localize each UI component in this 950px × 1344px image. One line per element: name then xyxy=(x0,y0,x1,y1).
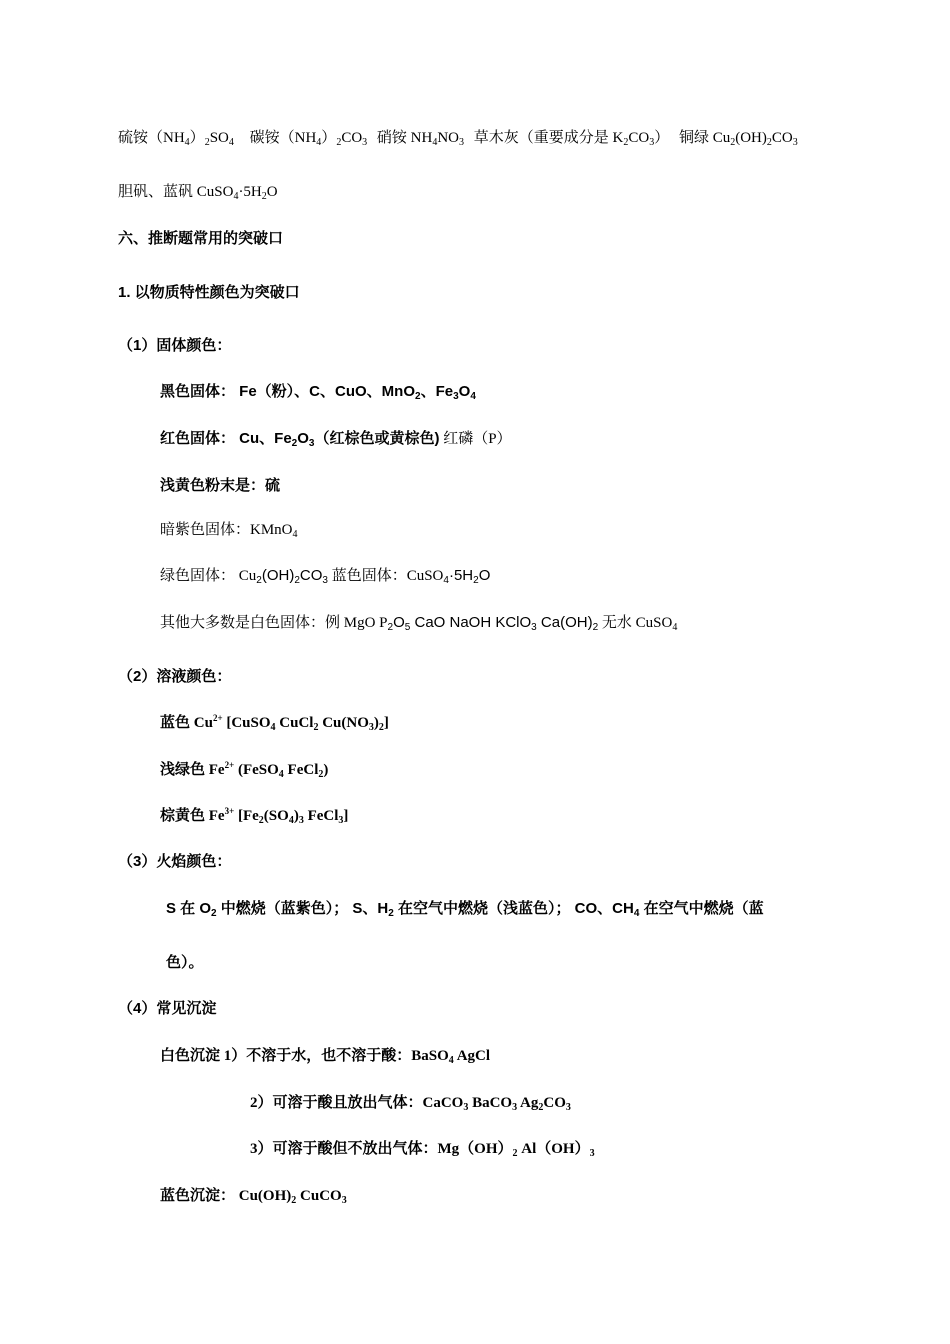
subsection-heading: 1. 以物质特性颜色为突破口 xyxy=(118,284,300,301)
fertilizer-line: 硫铵$(NH_4)_2SO_4$ 碳铵$(NH_4)_2CO_3$ 硝铵 $NH_4NO_3$ 草木灰（重要成分是 $K_2CO_3$） 铜绿 $Cu_2(OH)_2CO_3$ xyxy=(118,130,798,148)
precipitate-heading: （4）常见沉淀 xyxy=(118,1000,217,1017)
flame-line-2: 色）。 xyxy=(166,954,204,971)
section-heading: 六、推断题常用的突破口 xyxy=(118,230,284,247)
blue-precipitate-line: 蓝色沉淀： $Cu(OH)_2$ CuCO$_3$ xyxy=(160,1188,347,1206)
flame-line-1: S 在 $O_2$ 中燃烧（蓝紫色）； S、$H_2$ 在空气中燃烧（浅蓝色）； CO、$CH_4$ 在空气中燃烧（蓝 xyxy=(166,900,764,919)
purple-solid-line: 暗紫色固体：KMnO$_4$ xyxy=(160,522,298,540)
green-solid-line: 绿色固体： $Cu_2(OH)_2CO_3$ 蓝色固体：$CuSO_4\cdot 5H_2O$ xyxy=(160,567,491,586)
vitriol-line: 胆矾、蓝矾 $CuSO_4\cdot 5H_2O$ xyxy=(118,184,278,202)
brown-solution-line: 棕黄色 $Fe^{3+}$ [$Fe_2(SO_4)_3$ FeCl$_3$] xyxy=(160,806,349,826)
flame-color-heading: （3）火焰颜色： xyxy=(118,853,232,870)
white-precipitate-line-1: 白色沉淀 1）不溶于水，也不溶于酸：BaSO$_4$ AgCl xyxy=(160,1048,491,1066)
lightgreen-solution-line: 浅绿色 $Fe^{2+}$ (FeSO$_4$ FeCl$_2$) xyxy=(160,760,329,780)
solid-color-heading: （1）固体颜色： xyxy=(118,337,232,354)
black-solid-line: 黑色固体： Fe（粉）、C、CuO、MnO$_2$、$Fe_3O_4$ xyxy=(160,383,476,402)
blue-solution-line: 蓝色 $Cu^{2+}$ [CuSO$_4$ CuCl$_2$ $Cu(NO_3)_2$] xyxy=(160,713,389,733)
white-solid-line: 其他大多数是白色固体：例 MgO $P_2O_5$ CaO NaOH KClO$_3$ $Ca(OH)_2$ 无水 CuSO$_4$ xyxy=(160,614,678,633)
white-precipitate-line-3: 3）可溶于酸但不放出气体：$Mg(OH)_2$ $Al(OH)_3$ xyxy=(250,1141,595,1159)
solution-color-heading: （2）溶液颜色： xyxy=(118,668,232,685)
red-solid-line: 红色固体： Cu、$Fe_2O_3$（红棕色或黄棕色) 红磷（P） xyxy=(160,430,512,449)
white-precipitate-line-2: 2）可溶于酸且放出气体：CaCO$_3$ BaCO$_3$ $Ag_2CO_3$ xyxy=(250,1095,571,1113)
yellow-powder-line: 浅黄色粉末是：硫 xyxy=(160,477,281,494)
